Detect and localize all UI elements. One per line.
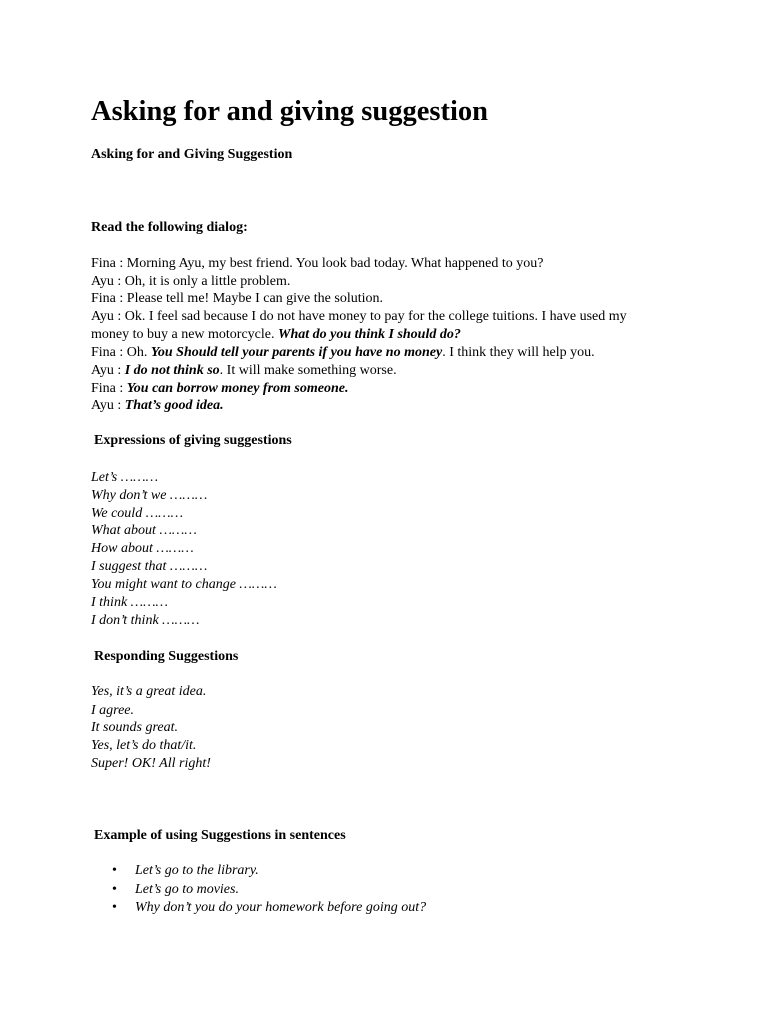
dialog-line-text: Fina : — [91, 380, 127, 396]
expression-item: I think ……… — [91, 595, 168, 610]
expression-item: Let’s ……… — [91, 470, 159, 485]
dialog-line-text: Fina : Morning Ayu, my best friend. You look bad today. What happened to you? — [91, 256, 544, 271]
response-item: It sounds great. — [91, 720, 178, 735]
examples-heading: Example of using Suggestions in sentences — [94, 828, 346, 843]
dialog-heading: Read the following dialog: — [91, 220, 248, 235]
bullet: • — [112, 900, 117, 915]
dialog-line-text: Ayu : — [91, 363, 125, 378]
expression-item: Why don’t we ……… — [91, 488, 208, 503]
bullet: • — [112, 881, 117, 897]
dialog-line-text: . I think they will help you. — [442, 345, 595, 360]
dialog-emphasis: That’s good idea. — [124, 398, 224, 413]
document-subtitle: Asking for and Giving Suggestion — [91, 147, 293, 162]
dialog-line-text: money to buy a new motorcycle. — [91, 327, 279, 342]
dialog-line — [91, 362, 397, 380]
dialog-line — [91, 344, 595, 362]
example-text: Why don’t you do your homework before going out? — [135, 900, 427, 915]
dialog-line — [91, 255, 544, 273]
dialog-line — [91, 308, 627, 326]
dialog-line-text: Fina : Please tell me! Maybe I can give the solution. — [91, 291, 383, 306]
dialog-line — [91, 397, 224, 415]
dialog-line — [91, 326, 461, 344]
dialog-line — [91, 290, 383, 308]
expression-item: We could ……… — [91, 505, 184, 521]
dialog-emphasis: You can borrow money from someone. — [126, 380, 349, 396]
example-text: Let’s go to the library. — [135, 863, 259, 878]
expression-item: What about ……… — [91, 523, 197, 538]
expression-item: I suggest that ……… — [91, 559, 208, 574]
dialog-line-text: Fina : Oh. — [91, 345, 151, 360]
dialog-line-text: . It will make something worse. — [219, 363, 397, 378]
example-text: Let’s go to movies. — [135, 881, 239, 897]
responding-heading: Responding Suggestions — [94, 649, 239, 664]
dialog-line-text: Ayu : Oh, it is only a little problem. — [91, 273, 291, 289]
bullet: • — [112, 863, 117, 878]
dialog-line-text: Ayu : Ok. I feel sad because I do not have money to pay for the college tuitions. I have used my — [91, 309, 627, 324]
response-item: Yes, it’s a great idea. — [91, 684, 207, 699]
giving-suggestions-heading: Expressions of giving suggestions — [94, 433, 292, 448]
dialog-emphasis: I do not think so — [124, 363, 220, 378]
dialog-line-text: Ayu : — [91, 398, 125, 413]
response-item: I agree. — [91, 702, 135, 718]
expression-item: You might want to change ……… — [91, 577, 277, 592]
dialog-line — [91, 273, 290, 291]
response-item: Yes, let’s do that/it. — [91, 738, 197, 753]
document-title: Asking for and giving suggestion — [91, 96, 488, 127]
response-item: Super! OK! All right! — [91, 756, 211, 771]
dialog-line — [91, 380, 348, 398]
dialog-emphasis: What do you think I should do? — [278, 327, 461, 342]
expression-item: How about ……… — [91, 541, 194, 556]
dialog-emphasis: You Should tell your parents if you have no money — [150, 345, 443, 360]
expression-item: I don’t think ……… — [91, 613, 200, 628]
